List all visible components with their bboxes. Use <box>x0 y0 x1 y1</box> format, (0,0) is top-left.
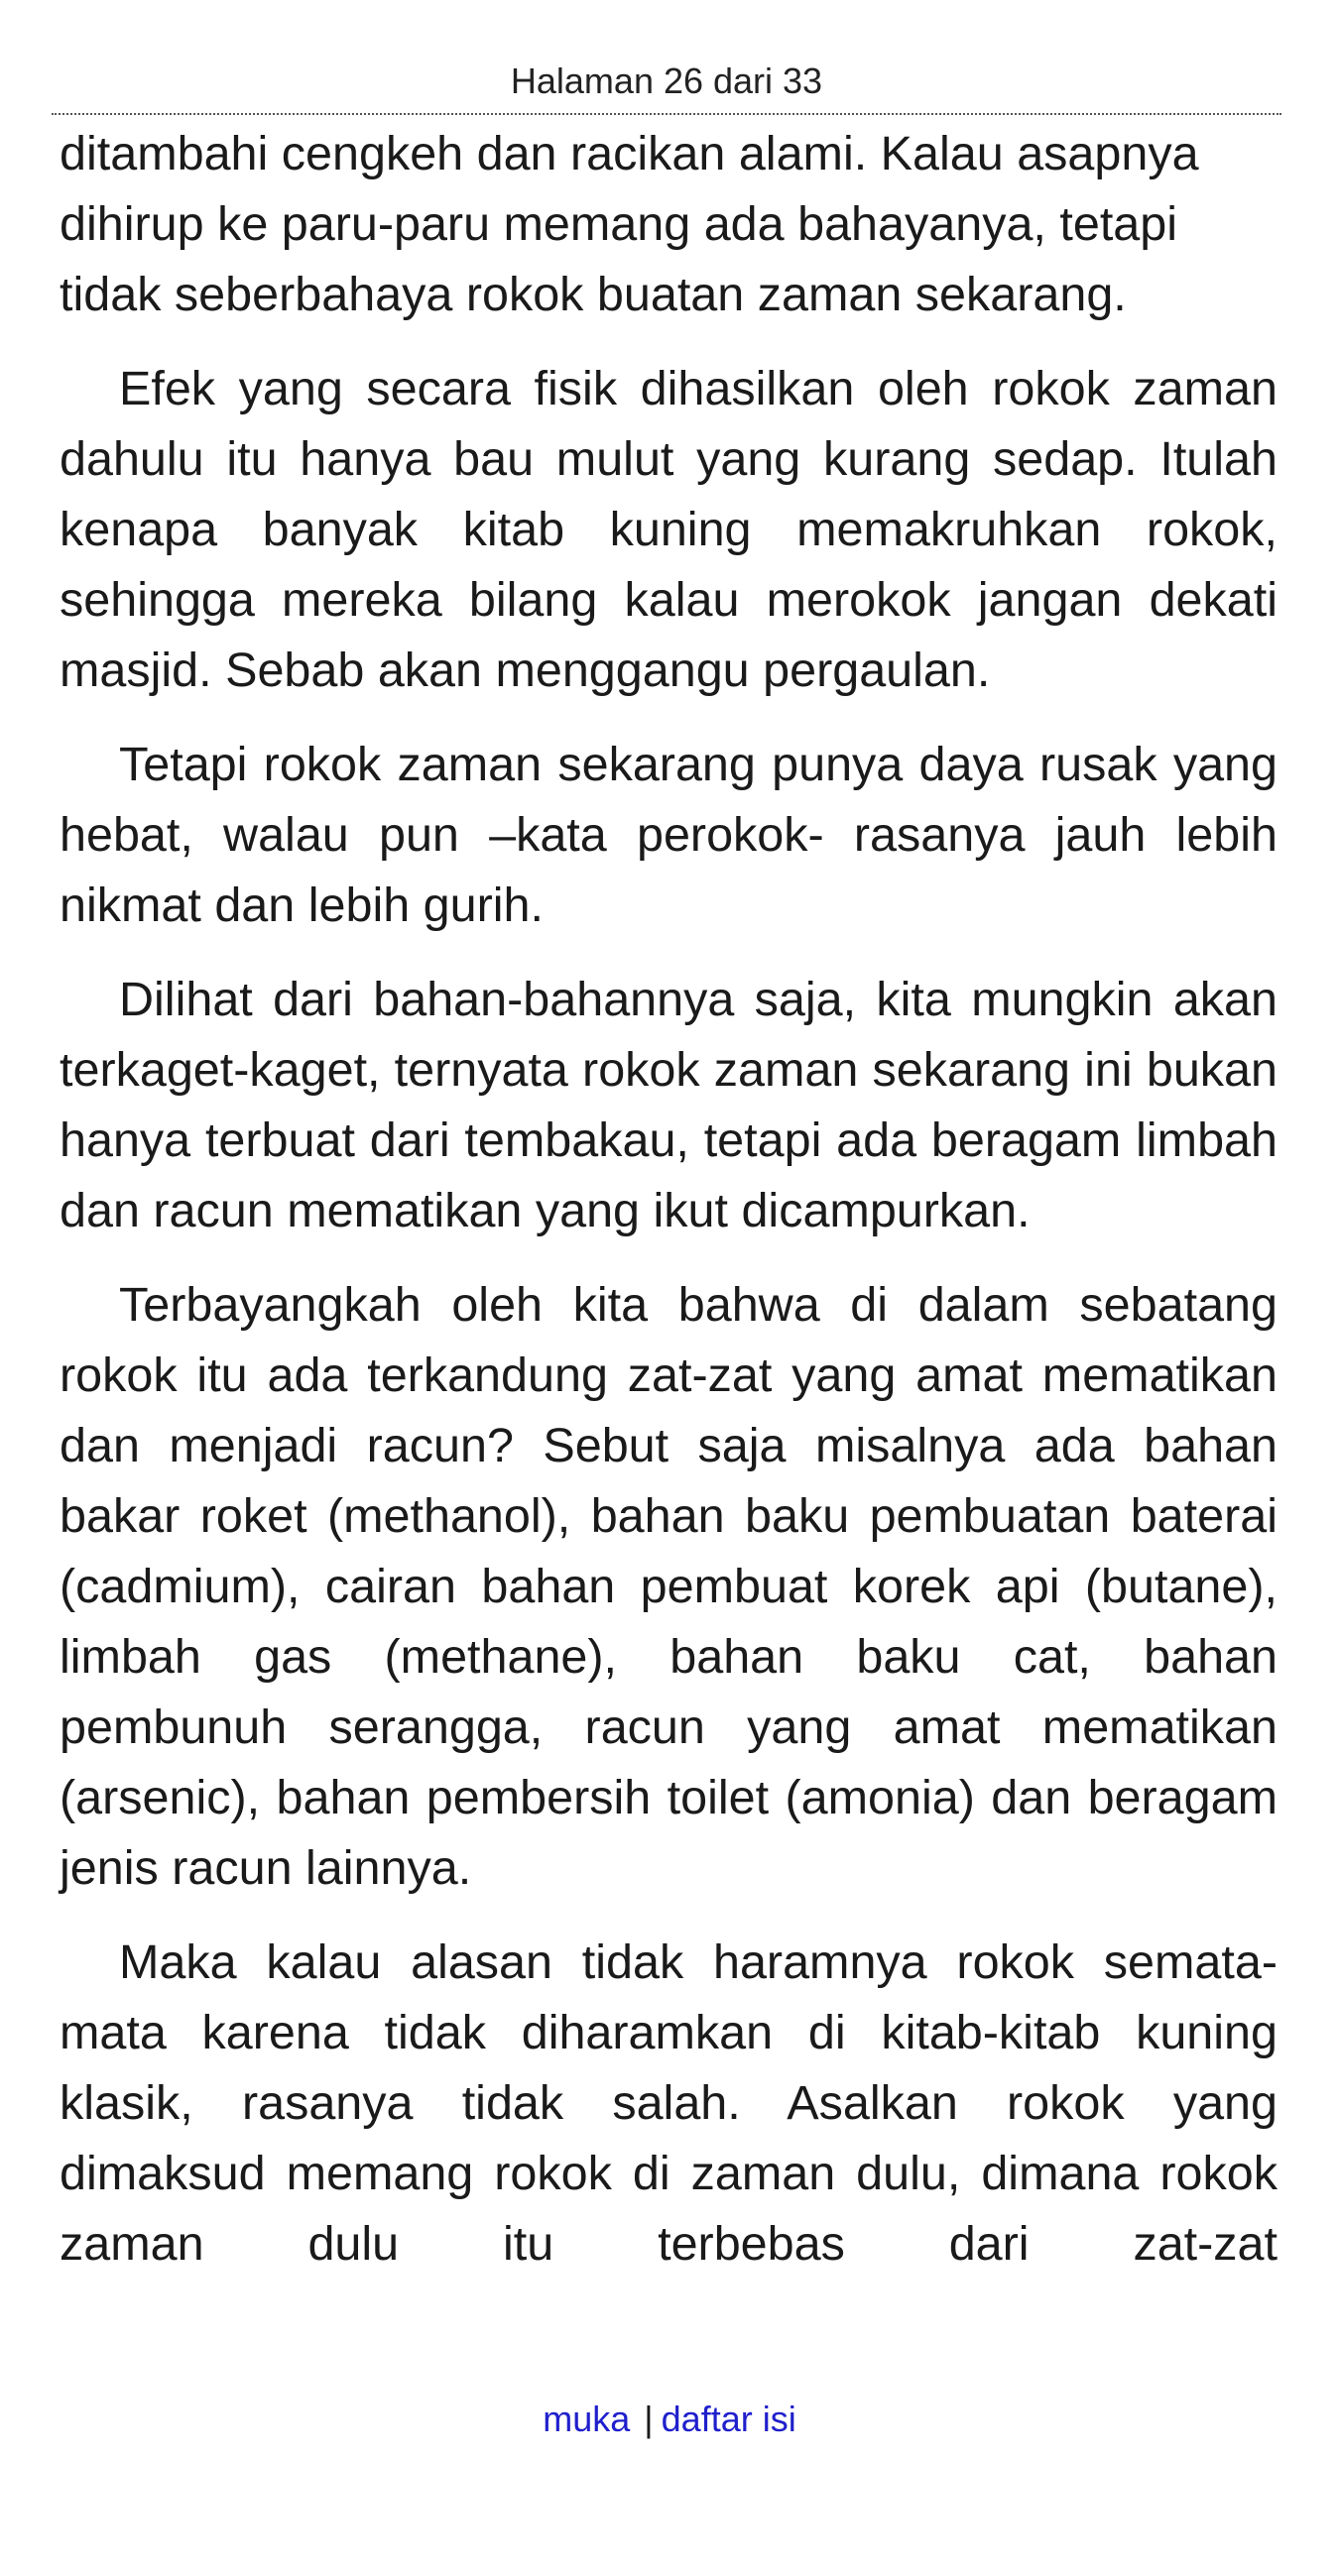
paragraph: Efek yang secara fisik dihasilkan oleh rokok zaman dahulu itu hanya bau mulut yang kurang sedap. Itulah kenapa banyak kitab kuning memakruhkan rokok, sehingga mereka bilang kalau merokok jangan dekati masjid. Sebab akan menggangu pergaulan. <box>60 362 1278 697</box>
paragraph: Maka kalau alasan tidak haramnya rokok semata-mata karena tidak diharamkan di kitab-kitab kuning klasik, rasanya tidak salah. Asalkan rokok yang dimaksud memang rokok di zaman dulu, dimana rokok zaman dulu itu terbebas dari zat-zat <box>60 1935 1278 2271</box>
footer-navigation <box>0 2396 1339 2443</box>
paragraph: Terbayangkah oleh kita bahwa di dalam sebatang rokok itu ada terkandung zat-zat yang amat mematikan dan menjadi racun? Sebut saja misalnya ada bahan bakar roket (methanol), bahan baku pembuatan baterai (cadmium), cairan bahan pembuat korek api (butane), limbah gas (methane), bahan baku cat, bahan pembunuh serangga, racun yang amat mematikan (arsenic), bahan pembersih toilet (amonia) dan beragam jenis racun lainnya. <box>60 1278 1278 1895</box>
paragraph: Tetapi rokok zaman sekarang punya daya rusak yang hebat, walau pun –kata perokok- rasanya jauh lebih nikmat dan lebih gurih. <box>60 738 1278 932</box>
header-divider <box>52 113 1281 115</box>
paragraph-continuation: ditambahi cengkeh dan racikan alami. Kalau asapnya dihirup ke paru-paru memang ada bahayanya, tetapi tidak seberbahaya rokok buatan zaman sekarang. <box>60 127 1199 321</box>
footer-separator: | <box>644 2399 654 2439</box>
table-of-contents-link[interactable]: daftar isi <box>661 2399 796 2439</box>
page-indicator: Halaman 26 dari 33 <box>510 60 823 101</box>
page-body <box>60 119 1278 2280</box>
paragraph: Dilihat dari bahan-bahannya saja, kita mungkin akan terkaget-kaget, ternyata rokok zaman sekarang ini bukan hanya terbuat dari tembakau, tetapi ada beragam limbah dan racun mematikan yang ikut dicampurkan. <box>60 973 1278 1237</box>
home-link[interactable]: muka <box>543 2399 631 2439</box>
